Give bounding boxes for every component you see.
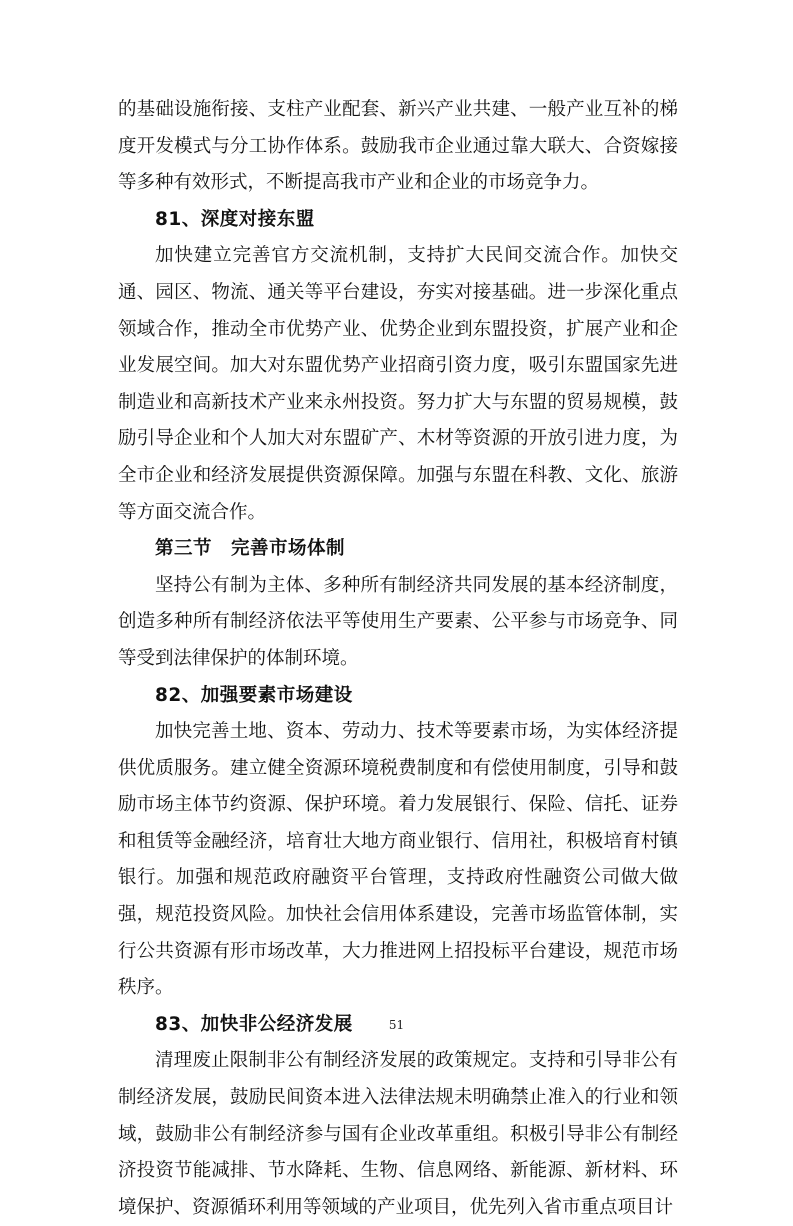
paragraph-factor-market: 加快完善土地、资本、劳动力、技术等要素市场，为实体经济提供优质服务。建立健全资源环境税费制度和有偿使用制度，引导和鼓励市场主体节约资源、保护环境。着力发展银行、保险、信托、证券和租赁等金融经济，培育壮大地方商业银行、信用社，积极培育村镇银行。加强和规范政府融资平台管理，支持政府性融资公司做大做强，规范投资风险。加快社会信用体系建设，完善市场监管体制，实行公共资源有形市场改革，大力推进网上招投标平台建设，规范市场秩序。 xyxy=(118,721,678,999)
section-heading-83: 83、加快非公经济发展 xyxy=(155,1013,353,1035)
section-heading-third: 第三节 完善市场体制 xyxy=(155,538,346,560)
paragraph-market-system: 坚持公有制为主体、多种所有制经济共同发展的基本经济制度，创造多种所有制经济依法平等使用生产要素、公平参与市场竞争、同等受到法律保护的体制环境。 xyxy=(118,574,678,669)
paragraph-asean: 加快建立完善官方交流机制，支持扩大民间交流合作。加快交通、园区、物流、通关等平台建设，夯实对接基础。进一步深化重点领域合作，推动全市优势产业、优势企业到东盟投资，扩展产业和企业发展空间。加大对东盟优势产业招商引资力度，吸引东盟国家先进制造业和高新技术产业来永州投资。努力扩大与东盟的贸易规模，鼓励引导企业和个人加大对东盟矿产、木材等资源的开放引进力度，为全市企业和经济发展提供资源保障。加强与东盟在科教、文化、旅游等方面交流合作。 xyxy=(118,245,678,523)
paragraph-non-public-economy: 清理废止限制非公有制经济发展的政策规定。支持和引导非公有制经济发展，鼓励民间资本进入法律法规未明确禁止准入的行业和领域，鼓励非公有制经济参与国有企业改革重组。积极引导非公有制经济投资节能减排、节水降耗、生物、信息网络、新能源、新材料、环境保护、资源循环利用等领域的产业项目，优先列入省市重点项目计 xyxy=(118,1050,678,1218)
document-body xyxy=(118,92,678,1226)
section-heading-82: 82、加强要素市场建设 xyxy=(155,684,353,706)
page-number: 51 xyxy=(388,1018,405,1032)
section-heading-81: 81、深度对接东盟 xyxy=(155,208,315,230)
paragraph-continuation: 的基础设施衔接、支柱产业配套、新兴产业共建、一般产业互补的梯度开发模式与分工协作体系。鼓励我市企业通过靠大联大、合资嫁接等多种有效形式，不断提高我市产业和企业的市场竞争力。 xyxy=(118,99,678,194)
